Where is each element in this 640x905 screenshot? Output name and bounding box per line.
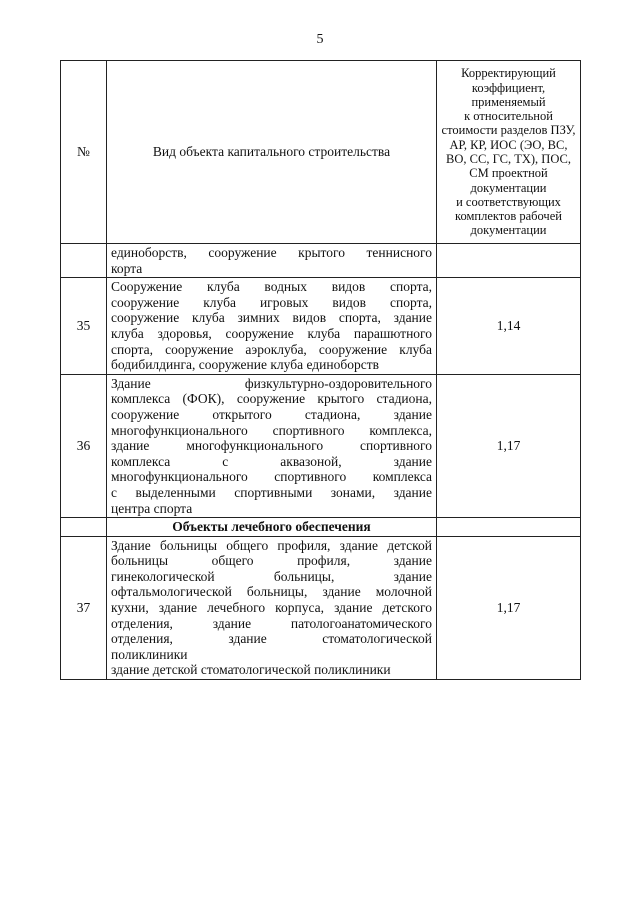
text-line: здание детской стоматологической поликлиники [111, 662, 391, 678]
object-type-cell [107, 244, 437, 278]
text-line: отделения, здание патологоанатомического [111, 615, 432, 631]
object-type-cell [107, 278, 437, 375]
header-coef-line: применяемый [471, 94, 546, 109]
object-type-cell [107, 374, 437, 517]
section-number-cell [61, 518, 107, 537]
text-line: офтальмологической больницы, здание молочной [111, 584, 432, 600]
text-line: единоборств, сооружение крытого теннисного [111, 245, 432, 260]
text-line: с выделенными спортивными зонами, здание [111, 484, 432, 500]
table-row [61, 536, 581, 679]
header-coef-line: коэффициент, [471, 80, 546, 95]
coefficient-cell: 1,17 [437, 536, 581, 679]
text-line: больницы общего профиля, здание [111, 553, 432, 569]
header-coef-line: к относительной [464, 109, 553, 124]
text-line: сооружение открытого стадиона, здание [111, 406, 432, 422]
text-line: Здание больницы общего профиля, здание детской [111, 537, 432, 553]
text-line: комплекса с аквазоной, здание [111, 453, 432, 469]
text-line: комплекса (ФОК), сооружение крытого стадиона, [111, 391, 432, 407]
text-line: Здание физкультурно-оздоровительного [111, 375, 432, 391]
object-type-cell [107, 536, 437, 679]
header-number: № [61, 61, 107, 244]
text-line: сооружение клуба зимних видов спорта, здание [111, 310, 432, 326]
section-title: Объекты лечебного обеспечения [107, 518, 437, 537]
header-coef-line: АР, КР, ИОС (ЭО, ВС, [449, 137, 568, 152]
coefficient-cell: 1,17 [437, 374, 581, 517]
row-number: 36 [61, 374, 107, 517]
text-line: клуба здоровья, сооружение клуба парашютного [111, 325, 432, 341]
text-line: центра спорта [111, 500, 193, 516]
text-line: здание многофункционального спортивного [111, 438, 432, 454]
text-line: бодибилдинга, сооружение клуба единоборств [111, 357, 379, 373]
page-number: 5 [316, 32, 324, 47]
text-line: гинекологической больницы, здание [111, 568, 432, 584]
text-line: многофункционального спортивного комплекса [111, 469, 432, 485]
header-coef-line: документации [470, 223, 547, 238]
header-coef-line: стоимости разделов ПЗУ, [441, 123, 576, 138]
header-coefficient [437, 61, 581, 244]
row-number: 35 [61, 278, 107, 375]
row-number: 37 [61, 536, 107, 679]
text-line: корта [111, 260, 143, 276]
text-line: отделения, здание стоматологической [111, 631, 432, 647]
row-number [61, 244, 107, 278]
text-line: поликлиники [111, 646, 188, 662]
section-row [61, 518, 581, 537]
text-line: Сооружение клуба водных видов спорта, [111, 279, 432, 295]
header-coef-line: комплектов рабочей [455, 209, 562, 224]
coefficient-table [60, 60, 581, 680]
coefficient-cell [437, 244, 581, 278]
table-row [61, 374, 581, 517]
text-line: спорта, сооружение аэроклуба, сооружение клуба [111, 341, 432, 357]
coefficient-cell: 1,14 [437, 278, 581, 375]
table-header-row [61, 61, 581, 244]
text-line: сооружение клуба игровых видов спорта, [111, 294, 432, 310]
text-line: кухни, здание лечебного корпуса, здание детского [111, 600, 432, 616]
header-coef-line: документации [470, 180, 547, 195]
header-coef-line: и соответствующих [456, 194, 561, 209]
header-coef-line: ВО, СС, ГС, ТХ), ПОС, [446, 152, 571, 166]
section-coef-cell [437, 518, 581, 537]
header-object-type: Вид объекта капитального строительства [107, 61, 437, 244]
header-coef-line: Корректирующий [461, 66, 556, 81]
table-row [61, 244, 581, 278]
header-coef-line: СМ проектной [469, 166, 548, 181]
table-row [61, 278, 581, 375]
text-line: многофункционального спортивного комплекса, [111, 422, 432, 438]
